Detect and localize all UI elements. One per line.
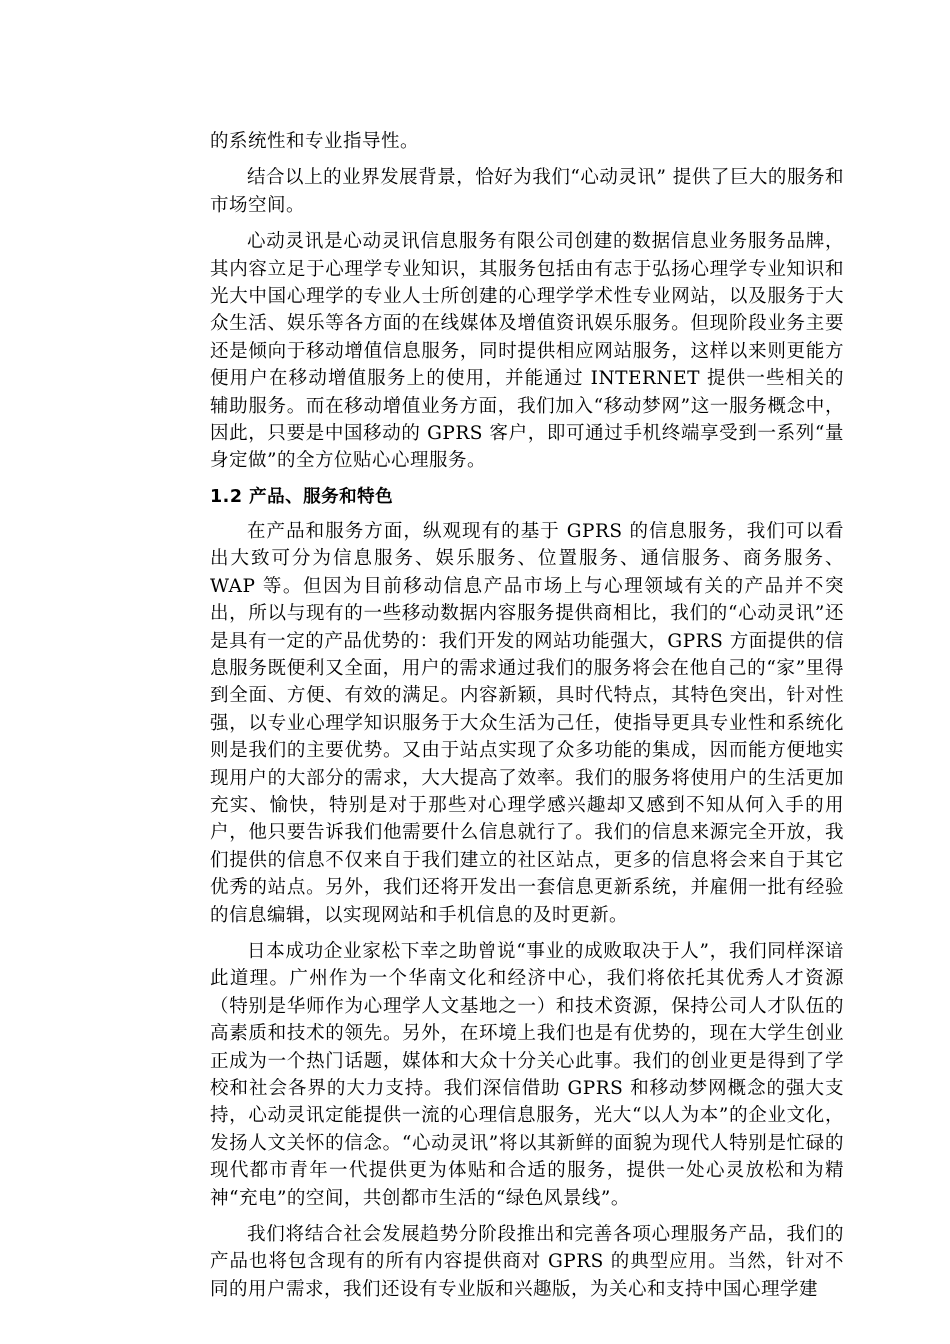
- paragraph-products-services: 在产品和服务方面，纵观现有的基于 GPRS 的信息服务，我们可以看出大致可分为信息服务、娱乐服务、位置服务、通信服务、商务服务、WAP 等。但因为目前移动信息产品市场上与心理领域有关的产品并不突出，所以与现有的一些移动数据内容服务提供商相比，我们的“心动灵讯”还是具有一定的产品优势的：我们开发的网站功能强大，GPRS 方面提供的信息服务既便利又全面，用户的需求通过我们的服务将会在他自己的“家”里得到全面、方便、有效的满足。内容新颖，具时代特点，其特色突出，针对性强，以专业心理学知识服务于大众生活为己任，使指导更具专业性和系统化则是我们的主要优势。又由于站点实现了众多功能的集成，因而能方便地实现用户的大部分的需求，大大提高了效率。我们的服务将使用户的生活更加充实、愉快，特别是对于那些对心理学感兴趣却又感到不知从何入手的用户，他只要告诉我们他需要什么信息就行了。我们的信息来源完全开放，我们提供的信息不仅来自于我们建立的社区站点，更多的信息将会来自于其它优秀的站点。另外，我们还将开发出一套信息更新系统，并雇佣一批有经验的信息编辑，以实现网站和手机信息的及时更新。: [210, 520, 844, 926]
- paragraph-brand-intro: 心动灵讯是心动灵讯信息服务有限公司创建的数据信息业务服务品牌，其内容立足于心理学专业知识，其服务包括由有志于弘扬心理学专业知识和光大中国心理学的专业人士所创建的心理学学术性专业网站，以及服务于大众生活、娱乐等各方面的在线媒体及增值资讯娱乐服务。但现阶段业务主要还是倾向于移动增值信息服务，同时提供相应网站服务，这样以来则更能方便用户在移动增值服务上的使用，并能通过 INTERNET 提供一些相关的辅助服务。而在移动增值业务方面，我们加入“移动梦网”这一服务概念中，因此，只要是中国移动的 GPRS 客户，即可通过手机终端享受到一系列“量身定做”的全方位贴心心理服务。: [210, 231, 844, 472]
- document-page: [210, 128, 844, 1312]
- paragraph-background: 结合以上的业界发展背景，恰好为我们“心动灵讯” 提供了巨大的服务和市场空间。: [210, 167, 844, 216]
- paragraph-talent-advantage: 日本成功企业家松下幸之助曾说“事业的成败取决于人”，我们同样深谙此道理。广州作为一个华南文化和经济中心，我们将依托其优秀人才资源（特别是华师作为心理学人文基地之一）和技术资源，保持公司人才队伍的高素质和技术的领先。另外，在环境上我们也是有优势的，现在大学生创业正成为一个热门话题，媒体和大众十分关心此事。我们的创业更是得到了学校和社会各界的大力支持。我们深信借助 GPRS 和移动梦网概念的强大支持，心动灵讯定能提供一流的心理信息服务，光大“以人为本”的企业文化，发扬人文关怀的信念。“心动灵讯”将以其新鲜的面貌为现代人特别是忙碌的现代都市青年一代提供更为体贴和合适的服务，提供一处心灵放松和为精神“充电”的空间，共创都市生活的“绿色风景线”。: [210, 940, 844, 1209]
- paragraph-continuation: 的系统性和专业指导性。: [210, 131, 420, 152]
- section-heading: 1.2 产品、服务和特色: [210, 486, 394, 507]
- paragraph-product-roadmap: 我们将结合社会发展趋势分阶段推出和完善各项心理服务产品，我们的产品也将包含现有的所有内容提供商对 GPRS 的典型应用。当然，针对不同的用户需求，我们还设有专业版和兴趣版，为关心和支持中国心理学建: [210, 1224, 844, 1300]
